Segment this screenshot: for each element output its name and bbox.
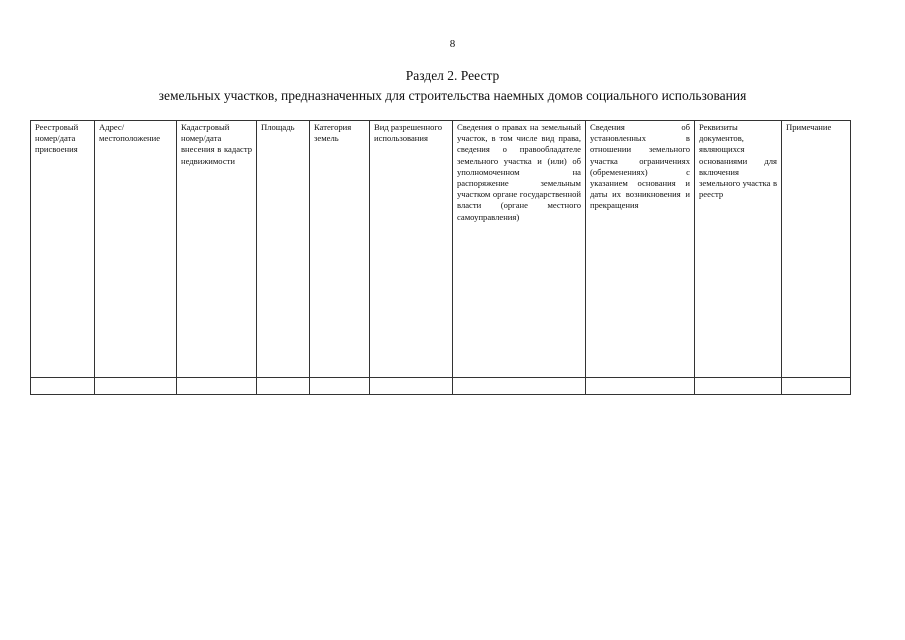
column-header-note: Примечание (782, 121, 851, 378)
column-header-document-details: Реквизиты документов, являющихся основаниями для включения земельного участка в реестр (695, 121, 782, 378)
table-cell (177, 378, 257, 395)
table-cell (695, 378, 782, 395)
column-header-rights-info: Сведения о правах на земельный участок, в том числе вид права, сведения о правообладателе земельного участка и (или) об уполномоченном на распоряжение земельным участком органе государственной власти (органе местного самоуправления) (453, 121, 586, 378)
column-header-cadastral-number: Кадастровый номер/дата внесения в кадастр недвижимости (177, 121, 257, 378)
table-cell (370, 378, 453, 395)
page-number: 8 (449, 38, 456, 50)
section-subtitle: земельных участков, предназначенных для строительства наемных домов социального использования (158, 88, 747, 103)
registry-table (30, 120, 851, 395)
table-cell (310, 378, 370, 395)
table-cell (95, 378, 177, 395)
table-cell (453, 378, 586, 395)
section-title: Раздел 2. Реестр (405, 68, 500, 83)
column-header-land-category: Категория земель (310, 121, 370, 378)
table-cell (586, 378, 695, 395)
column-header-restrictions-info: Сведения об установленных в отношении земельного участка ограничениях (обременениях) с указанием основания и даты их возникновения и прекращения (586, 121, 695, 378)
table-row (31, 378, 851, 395)
column-header-area: Площадь (257, 121, 310, 378)
table-cell (782, 378, 851, 395)
table-header-row (31, 121, 851, 378)
table-cell (257, 378, 310, 395)
column-header-permitted-use: Вид разрешенного использования (370, 121, 453, 378)
column-header-address: Адрес/ местоположение (95, 121, 177, 378)
table-cell (31, 378, 95, 395)
column-header-registry-number: Реестровый номер/дата присвоения (31, 121, 95, 378)
